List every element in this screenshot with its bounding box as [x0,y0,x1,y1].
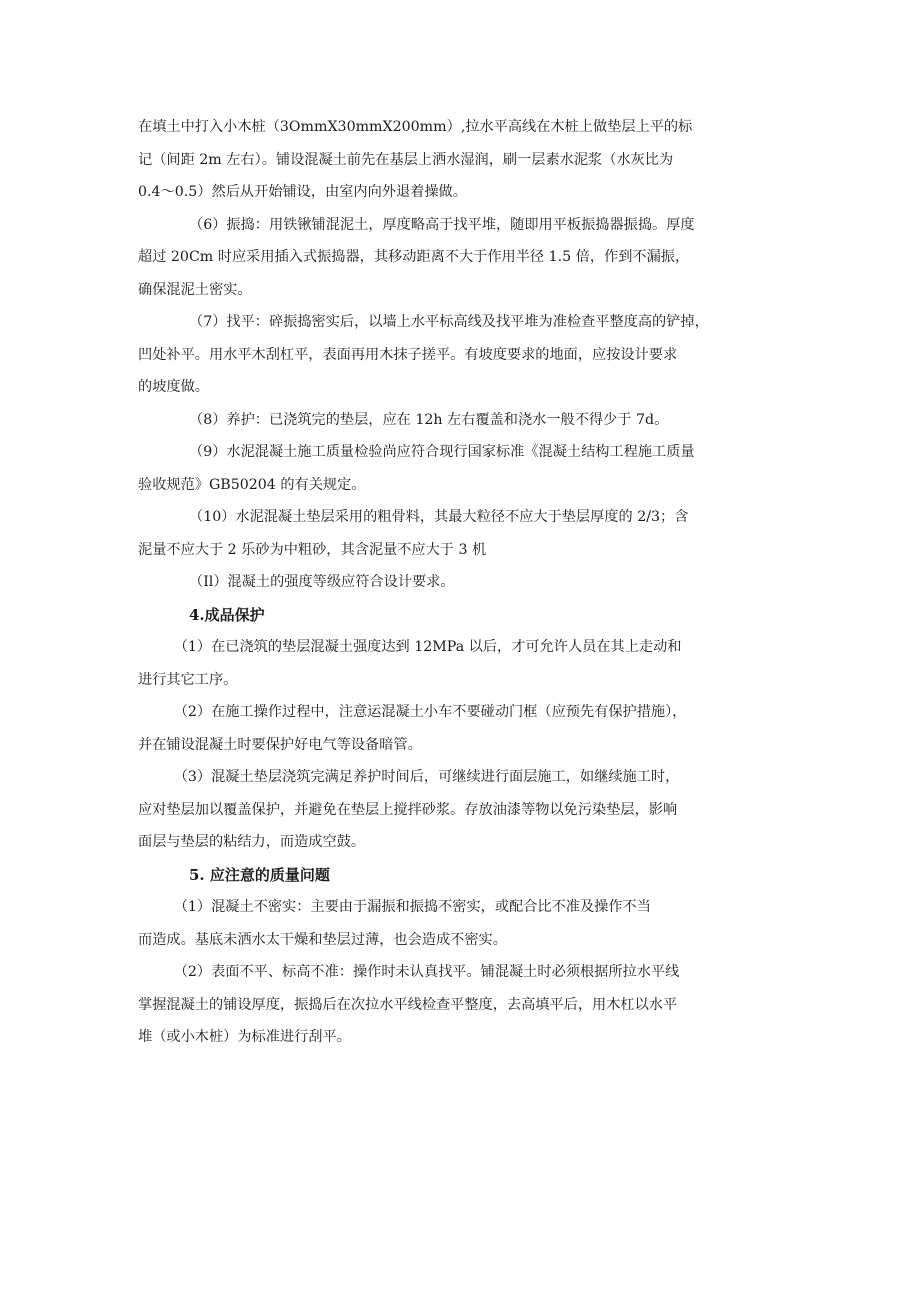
line-text: （1）在已浇筑的垫层混凝土强度达到 12MPa 以后，才可允许人员在其上走动和 [173,639,682,655]
line-text: 超过 20Cm 时应采用插入式振捣器，其移动距离不大于作用半径 1.5 倍，作到不漏振， [138,249,690,265]
paragraph-line [138,476,793,509]
line-text: 0.4～0.5）然后从开始铺设，由室内向外退着操做。 [138,184,467,200]
line-text: 5. 应注意的质量问题 [189,865,330,884]
paragraph-line [138,151,793,184]
document-body [138,118,793,1061]
line-text: 泥量不应大于 2 乐砂为中粗砂，其含泥量不应大于 3 机 [138,541,487,558]
line-text: （8）养护：已浇筑完的垫层，应在 12h 左右覆盖和浇水一般不得少于 7d。 [189,411,669,428]
paragraph-line [138,411,793,444]
line-text: （2）在施工操作过程中，注意运混凝土小车不要碰动门框（应预先有保护措施）， [173,704,687,720]
paragraph-line [138,248,793,281]
line-text: 凹处补平。用水平木刮杠平，表面再用木抹子搓平。有坡度要求的地面，应按设计要求 [138,346,678,363]
paragraph-line [138,313,793,346]
paragraph-line [138,541,793,574]
paragraph-line [138,1028,793,1061]
paragraph-line [138,931,793,964]
paragraph-line [138,996,793,1029]
line-text: 进行其它工序。 [138,671,238,688]
line-text: 堆（或小木桩）为标准进行刮平。 [138,1029,351,1045]
paragraph-line [138,703,793,736]
line-text: 记（间距 2m 左右）。铺设混凝土前先在基层上洒水湿润，刷一层素水泥浆（水灰比为 [138,151,674,168]
paragraph-line [138,833,793,866]
paragraph-line [138,443,793,476]
line-text: （1）混凝土不密实：主要由于漏振和振捣不密实，或配合比不准及操作不当 [173,899,651,915]
line-text: 面层与垫层的粘结力，而造成空鼓。 [138,834,366,850]
section-heading [138,866,793,899]
paragraph-line [138,118,793,151]
paragraph-line [138,216,793,249]
line-text: （3）混凝土垫层浇筑完满足养护时间后，可继续进行面层施工，如继续施工时， [173,769,680,785]
paragraph-line [138,768,793,801]
line-text: （2）表面不平、标高不准：操作时未认真找平。铺混凝土时必须根据所拉水平线 [173,964,680,980]
line-text: （7）找平：碎振捣密实后，以墙上水平标高线及找平堆为准检查平整度高的铲掉， [189,314,709,330]
line-text: 4.成品保护 [189,605,265,624]
line-text: （10）水泥混凝土垫层采用的粗骨料，其最大粒径不应大于垫层厚度的 2/3；含 [189,509,689,525]
line-text: 在填土中打入小木桩（3OmmX30mmX200mm）,拉水平高线在木桩上做垫层上平的标 [138,119,693,135]
paragraph-line [138,638,793,671]
paragraph-line [138,508,793,541]
paragraph-line [138,736,793,769]
line-text: （6）振捣：用铁锹铺混泥土，厚度略高于找平堆，随即用平板振捣器振捣。厚度 [189,216,695,233]
line-text: （9）水泥混凝土施工质量检验尚应符合现行国家标准《混凝土结构工程施工质量 [189,444,695,460]
line-text: 验收规范》GB50204 的有关规定。 [138,476,366,493]
paragraph-line [138,346,793,379]
paragraph-line [138,281,793,314]
line-text: 并在铺设混凝土时要保护好电气等设备暗管。 [138,736,422,753]
paragraph-line [138,963,793,996]
paragraph-line [138,898,793,931]
section-heading [138,606,793,639]
line-text: 掌握混凝土的铺设厚度，振捣后在次拉水平线检查平整度，去高填平后，用木杠以水平 [138,996,678,1013]
paragraph-line [138,378,793,411]
line-text: 而造成。基底未洒水太干燥和垫层过薄，也会造成不密实。 [138,931,507,948]
line-text: 应对垫层加以覆盖保护，并避免在垫层上搅拌砂浆。存放油漆等物以免污染垫层，影响 [138,801,678,818]
paragraph-line [138,573,793,606]
paragraph-line [138,183,793,216]
line-text: （Il）混凝土的强度等级应符合设计要求。 [189,574,455,590]
paragraph-line [138,801,793,834]
line-text: 的坡度做。 [138,379,209,395]
paragraph-line [138,671,793,704]
line-text: 确保混泥土密实。 [138,281,252,298]
